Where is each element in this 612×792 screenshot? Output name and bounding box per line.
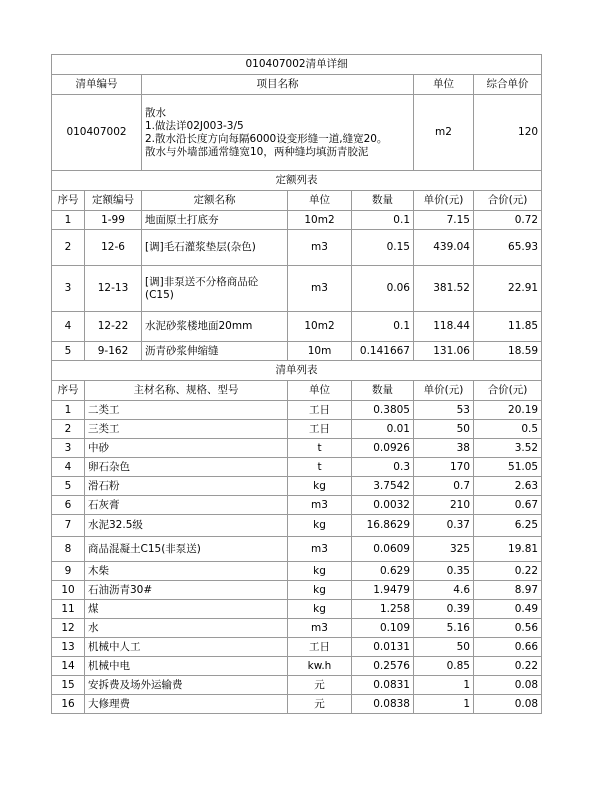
material-total: 3.52: [474, 439, 542, 458]
material-name: 三类工: [85, 420, 288, 439]
material-qty: 16.8629: [352, 515, 414, 537]
material-total: 0.49: [474, 600, 542, 619]
material-name: 机械中人工: [85, 638, 288, 657]
quota-header: 合价(元): [474, 191, 542, 211]
quota-total: 11.85: [474, 312, 542, 342]
material-qty: 1.9479: [352, 581, 414, 600]
material-qty: 0.0131: [352, 638, 414, 657]
item-description-line: 1.做法详02J003-3/5: [145, 119, 244, 132]
material-unit: 工日: [288, 401, 352, 420]
material-total: 0.22: [474, 562, 542, 581]
material-total: 19.81: [474, 537, 542, 562]
quota-row: [52, 266, 542, 312]
item-description-line: 2.散水沿长度方向每隔6000设变形缝一道,缝宽20。: [145, 132, 388, 145]
material-price: 4.6: [414, 581, 474, 600]
quota-price: 439.04: [414, 230, 474, 266]
material-qty: 0.0926: [352, 439, 414, 458]
quota-unit: m3: [288, 266, 352, 312]
quota-qty: 0.1: [352, 211, 414, 230]
material-unit: 元: [288, 695, 352, 714]
material-row: [52, 477, 542, 496]
material-name: 商品混凝土C15(非泵送): [85, 537, 288, 562]
material-name: 卵石杂色: [85, 458, 288, 477]
material-total: 0.22: [474, 657, 542, 676]
quota-code: 12-22: [85, 312, 142, 342]
material-total: 0.66: [474, 638, 542, 657]
material-total: 8.97: [474, 581, 542, 600]
item-price-header: 综合单价: [474, 75, 542, 95]
detail-table: [51, 54, 542, 714]
material-row: [52, 638, 542, 657]
item-unit: m2: [414, 95, 474, 171]
material-name: 石灰膏: [85, 496, 288, 515]
material-price: 0.85: [414, 657, 474, 676]
quota-price: 381.52: [414, 266, 474, 312]
material-price: 5.16: [414, 619, 474, 638]
quota-qty: 0.06: [352, 266, 414, 312]
quota-header: 定额名称: [142, 191, 288, 211]
material-unit: kg: [288, 581, 352, 600]
material-unit: 工日: [288, 420, 352, 439]
item-description: [142, 95, 414, 171]
item-code-header: 清单编号: [52, 75, 142, 95]
materials-header: 单位: [288, 381, 352, 401]
material-row: [52, 619, 542, 638]
material-no: 3: [52, 439, 85, 458]
material-qty: 0.109: [352, 619, 414, 638]
material-unit: m3: [288, 619, 352, 638]
material-name: 煤: [85, 600, 288, 619]
quota-no: 3: [52, 266, 85, 312]
quota-row: [52, 312, 542, 342]
material-price: 0.7: [414, 477, 474, 496]
quota-qty: 0.15: [352, 230, 414, 266]
material-total: 0.56: [474, 619, 542, 638]
material-unit: kw.h: [288, 657, 352, 676]
materials-header: 主材名称、规格、型号: [85, 381, 288, 401]
material-unit: m3: [288, 496, 352, 515]
material-no: 14: [52, 657, 85, 676]
material-qty: 0.0831: [352, 676, 414, 695]
material-row: [52, 458, 542, 477]
material-total: 20.19: [474, 401, 542, 420]
material-name: 安拆费及场外运输费: [85, 676, 288, 695]
item-description-line: 散水: [145, 106, 166, 119]
material-no: 10: [52, 581, 85, 600]
material-price: 38: [414, 439, 474, 458]
item-unit-header: 单位: [414, 75, 474, 95]
materials-header: 序号: [52, 381, 85, 401]
material-price: 50: [414, 638, 474, 657]
quota-no: 2: [52, 230, 85, 266]
material-total: 0.5: [474, 420, 542, 439]
material-no: 9: [52, 562, 85, 581]
quota-no: 5: [52, 342, 85, 361]
item-description-line: 散水与外墙部通常缝宽10，两种缝均填沥青胶泥: [145, 145, 369, 158]
material-qty: 0.0838: [352, 695, 414, 714]
materials-header: 合价(元): [474, 381, 542, 401]
material-row: [52, 537, 542, 562]
quota-qty: 0.1: [352, 312, 414, 342]
material-price: 325: [414, 537, 474, 562]
material-no: 6: [52, 496, 85, 515]
quota-no: 1: [52, 211, 85, 230]
quota-total: 65.93: [474, 230, 542, 266]
material-row: [52, 401, 542, 420]
material-price: 170: [414, 458, 474, 477]
material-qty: 3.7542: [352, 477, 414, 496]
material-row: [52, 496, 542, 515]
material-price: 1: [414, 695, 474, 714]
material-total: 0.08: [474, 676, 542, 695]
quota-name: [调]非泵送不分格商品砼(C15): [142, 266, 288, 312]
material-name: 滑石粉: [85, 477, 288, 496]
material-name: 中砂: [85, 439, 288, 458]
material-no: 13: [52, 638, 85, 657]
material-name: 木柴: [85, 562, 288, 581]
material-qty: 0.2576: [352, 657, 414, 676]
material-no: 12: [52, 619, 85, 638]
quota-name: 水泥砂浆楼地面20mm: [142, 312, 288, 342]
material-row: [52, 657, 542, 676]
quota-qty: 0.141667: [352, 342, 414, 361]
quota-price: 7.15: [414, 211, 474, 230]
quota-name: 沥青砂浆伸缩缝: [142, 342, 288, 361]
material-price: 0.35: [414, 562, 474, 581]
quota-code: 1-99: [85, 211, 142, 230]
quota-total: 0.72: [474, 211, 542, 230]
material-unit: kg: [288, 562, 352, 581]
material-name: 石油沥青30#: [85, 581, 288, 600]
material-row: [52, 420, 542, 439]
material-price: 210: [414, 496, 474, 515]
item-price: 120: [474, 95, 542, 171]
quota-row: [52, 211, 542, 230]
item-name-header: 项目名称: [142, 75, 414, 95]
material-total: 51.05: [474, 458, 542, 477]
quota-code: 12-6: [85, 230, 142, 266]
materials-section-title: 清单列表: [52, 361, 542, 381]
quota-code: 12-13: [85, 266, 142, 312]
material-no: 5: [52, 477, 85, 496]
quota-row: [52, 230, 542, 266]
quota-row: [52, 342, 542, 361]
material-unit: t: [288, 458, 352, 477]
quota-header: 单价(元): [414, 191, 474, 211]
material-price: 53: [414, 401, 474, 420]
quota-name: 地面原土打底夯: [142, 211, 288, 230]
material-no: 16: [52, 695, 85, 714]
quota-section-title: 定额列表: [52, 171, 542, 191]
item-code: 010407002: [52, 95, 142, 171]
material-qty: 0.0032: [352, 496, 414, 515]
quota-unit: 10m2: [288, 211, 352, 230]
quota-unit: 10m2: [288, 312, 352, 342]
material-unit: kg: [288, 600, 352, 619]
materials-header: 单价(元): [414, 381, 474, 401]
material-unit: kg: [288, 477, 352, 496]
quota-header: 定额编号: [85, 191, 142, 211]
quota-unit: m3: [288, 230, 352, 266]
material-unit: 工日: [288, 638, 352, 657]
material-total: 6.25: [474, 515, 542, 537]
material-unit: kg: [288, 515, 352, 537]
material-price: 50: [414, 420, 474, 439]
quota-name: [调]毛石灌浆垫层(杂色): [142, 230, 288, 266]
material-no: 7: [52, 515, 85, 537]
quota-total: 18.59: [474, 342, 542, 361]
quota-total: 22.91: [474, 266, 542, 312]
material-qty: 0.3805: [352, 401, 414, 420]
material-row: [52, 515, 542, 537]
material-total: 2.63: [474, 477, 542, 496]
material-qty: 0.629: [352, 562, 414, 581]
material-price: 1: [414, 676, 474, 695]
material-qty: 1.258: [352, 600, 414, 619]
quota-code: 9-162: [85, 342, 142, 361]
material-name: 机械中电: [85, 657, 288, 676]
material-row: [52, 676, 542, 695]
material-name: 二类工: [85, 401, 288, 420]
quota-unit: 10m: [288, 342, 352, 361]
material-row: [52, 439, 542, 458]
quota-header: 数量: [352, 191, 414, 211]
quota-header: 序号: [52, 191, 85, 211]
material-qty: 0.01: [352, 420, 414, 439]
material-name: 水泥32.5级: [85, 515, 288, 537]
material-qty: 0.0609: [352, 537, 414, 562]
material-no: 15: [52, 676, 85, 695]
quota-no: 4: [52, 312, 85, 342]
material-row: [52, 581, 542, 600]
material-name: 水: [85, 619, 288, 638]
material-row: [52, 695, 542, 714]
material-no: 2: [52, 420, 85, 439]
material-unit: t: [288, 439, 352, 458]
material-total: 0.08: [474, 695, 542, 714]
material-no: 8: [52, 537, 85, 562]
quota-price: 118.44: [414, 312, 474, 342]
material-unit: m3: [288, 537, 352, 562]
material-no: 4: [52, 458, 85, 477]
material-no: 11: [52, 600, 85, 619]
quota-header: 单位: [288, 191, 352, 211]
material-row: [52, 562, 542, 581]
material-unit: 元: [288, 676, 352, 695]
material-row: [52, 600, 542, 619]
quota-price: 131.06: [414, 342, 474, 361]
materials-header: 数量: [352, 381, 414, 401]
material-price: 0.39: [414, 600, 474, 619]
material-total: 0.67: [474, 496, 542, 515]
material-price: 0.37: [414, 515, 474, 537]
page-title: 010407002清单详细: [52, 55, 542, 75]
material-no: 1: [52, 401, 85, 420]
material-name: 大修理费: [85, 695, 288, 714]
material-qty: 0.3: [352, 458, 414, 477]
